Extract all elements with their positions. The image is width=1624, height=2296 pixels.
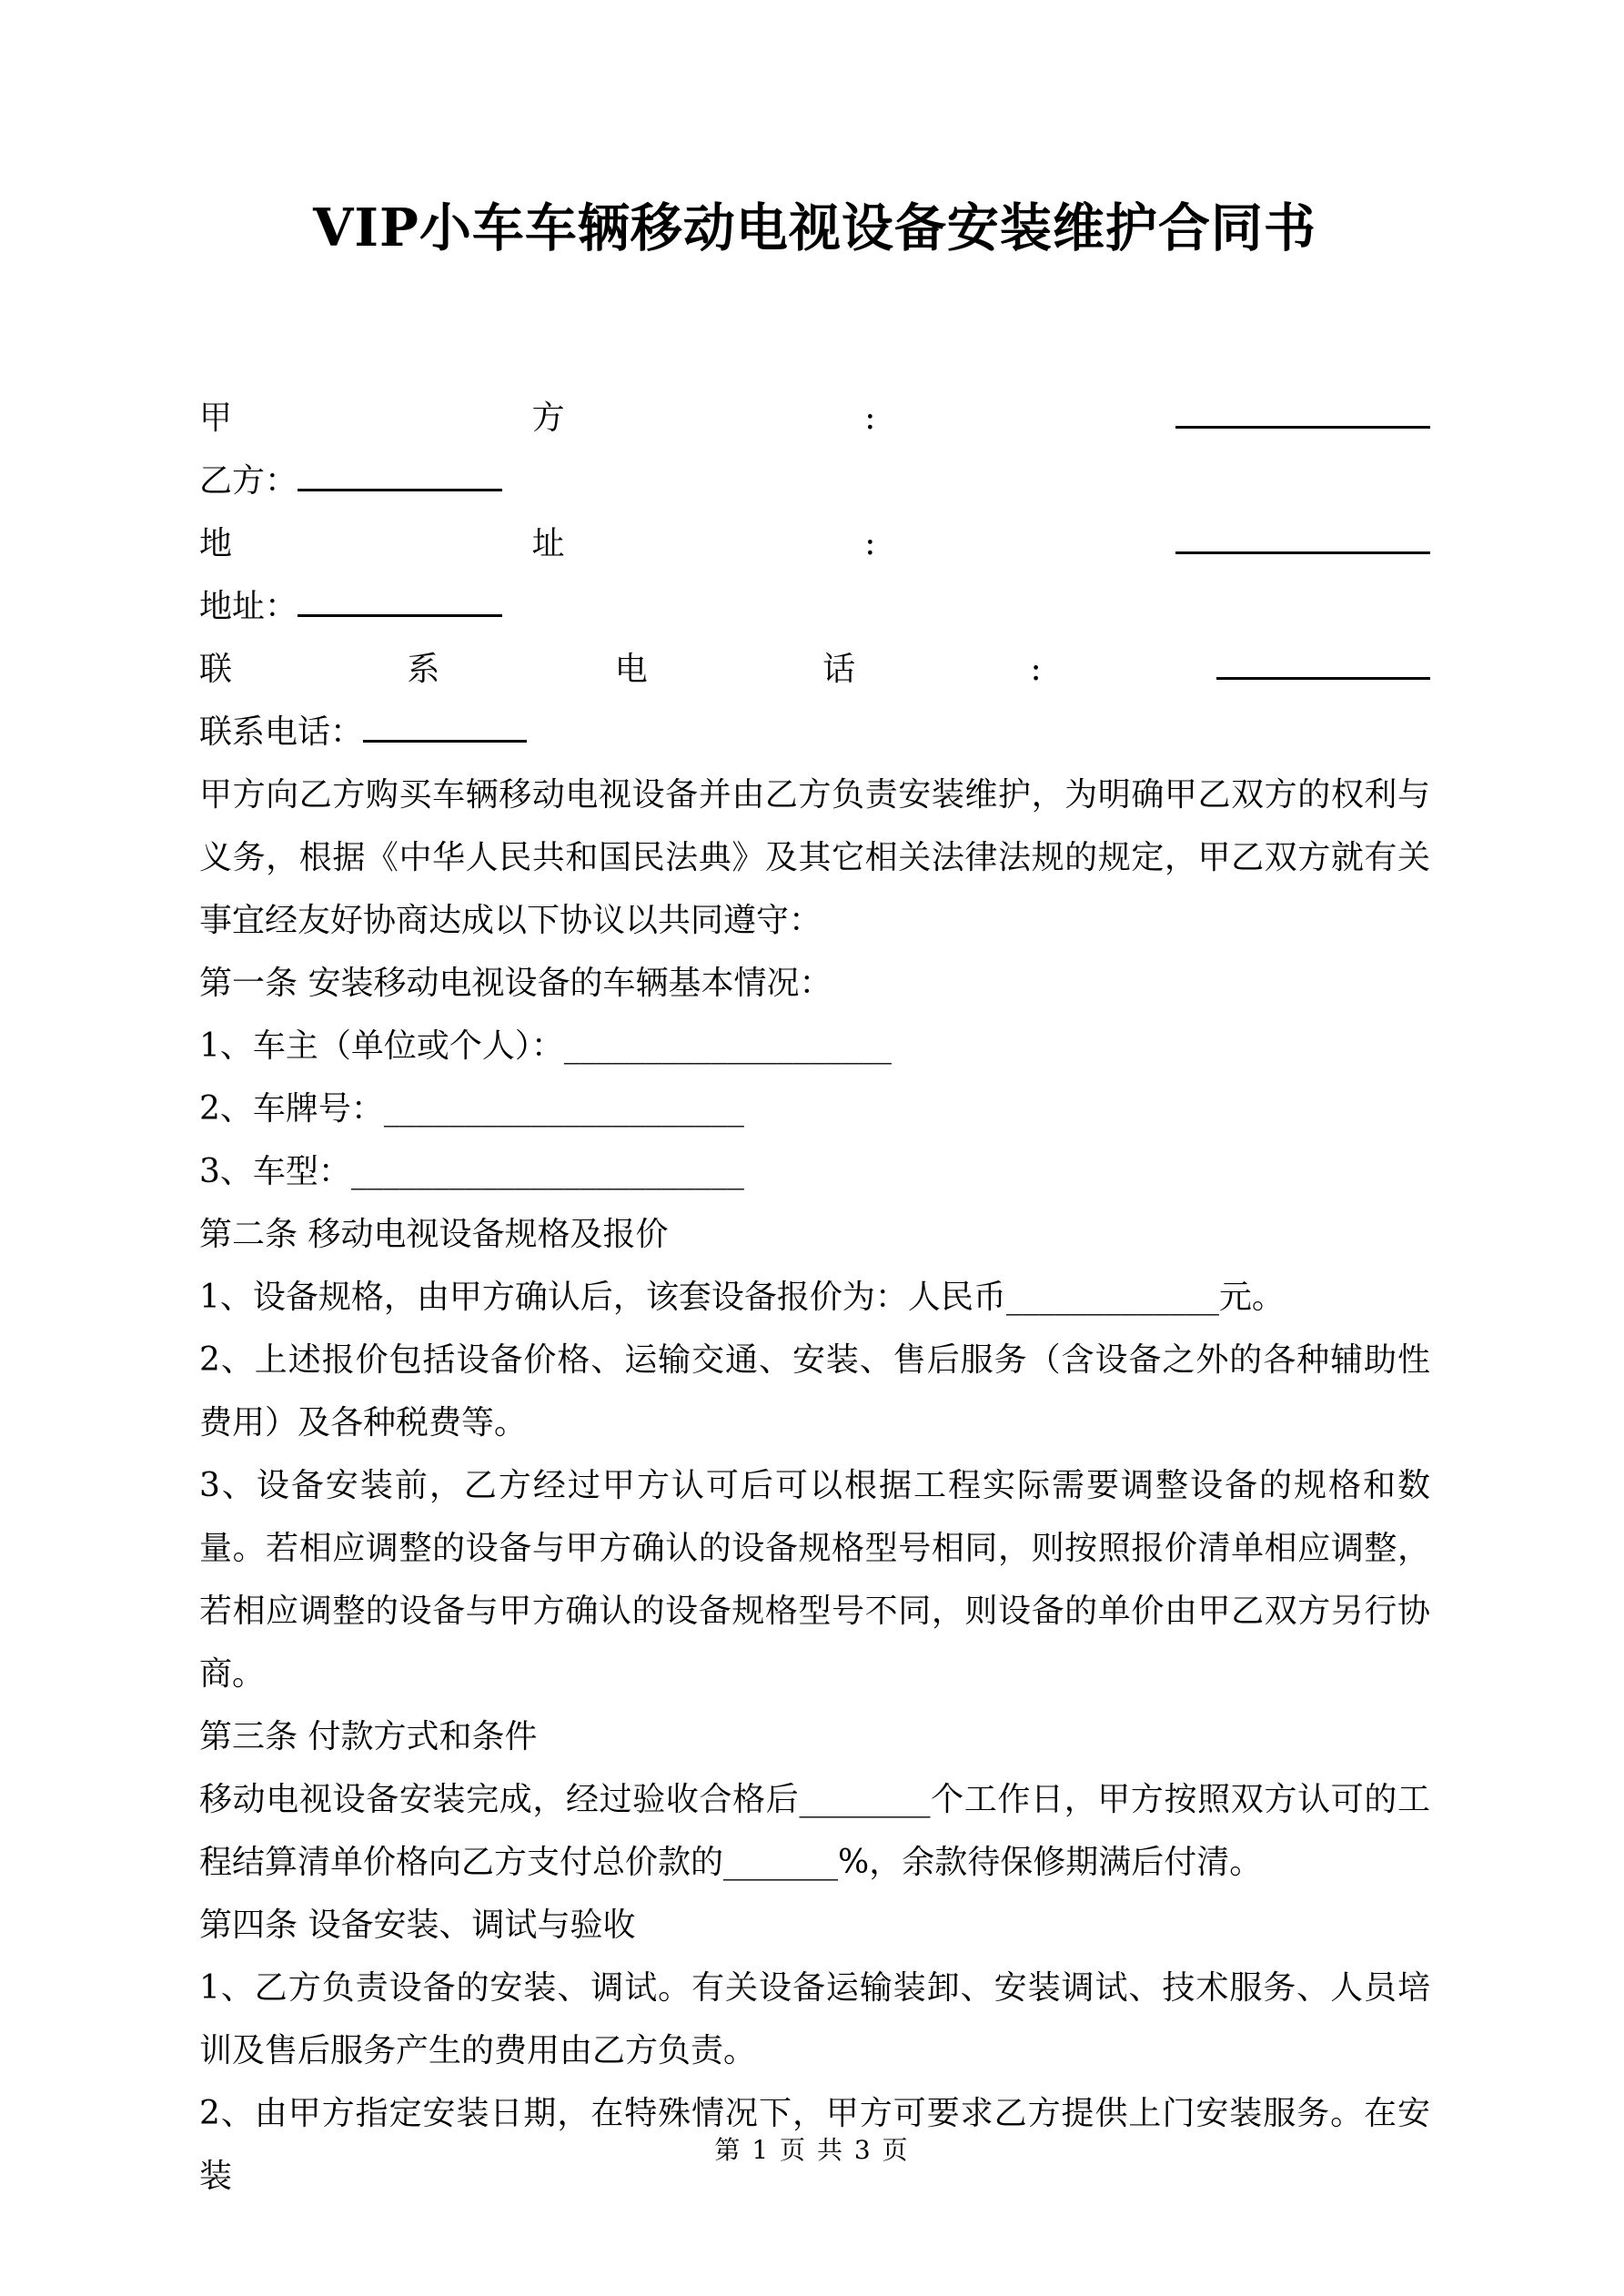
- clause-4-item-1: 1、乙方负责设备的安装、调试。有关设备运输装卸、安装调试、技术服务、人员培训及售后服务产生的费用由乙方负责。: [199, 1969, 1430, 2069]
- phone-a-char: 话: [822, 651, 856, 688]
- party-a-char: 甲: [199, 400, 233, 437]
- phone-a-char: 联: [199, 651, 233, 688]
- party-line-address-a: [199, 512, 1430, 575]
- phone-a-blank-line: [1216, 674, 1430, 680]
- clause-3-heading: 第三条 付款方式和条件: [199, 1718, 538, 1755]
- address-b-label: 地址：: [199, 588, 298, 625]
- clause-1-item-model: 3、车型：________________________: [199, 1153, 744, 1190]
- address-a-char: 址: [531, 525, 565, 562]
- clause-1-heading: 第一条 安装移动电视设备的车辆基本情况：: [199, 965, 832, 1002]
- clause-2-heading: 第二条 移动电视设备规格及报价: [199, 1216, 669, 1253]
- clause-4-heading: 第四条 设备安装、调试与验收: [199, 1907, 636, 1944]
- phone-a-colon: :: [1030, 651, 1042, 688]
- party-a-colon: :: [864, 400, 876, 437]
- page-number-footer: 第 1 页 共 3 页: [714, 2135, 910, 2165]
- address-a-blank-line: [1175, 549, 1430, 554]
- clause-2-item-1: 1、设备规格，由甲方确认后，该套设备报价为：人民币_____________元。: [199, 1279, 1285, 1316]
- phone-a-char: 电: [614, 651, 648, 688]
- party-line-phone-a: [199, 638, 1430, 701]
- party-line-phone-b: [199, 701, 1430, 764]
- party-b-label: 乙方：: [199, 462, 298, 500]
- clause-3-body: 移动电视设备安装完成，经过验收合格后________个工作日，甲方按照双方认可的工程结算清单价格向乙方支付总价款的_______%，余款待保修期满后付清。: [199, 1781, 1430, 1881]
- party-line-party-a: [199, 387, 1430, 450]
- party-a-char: 方: [531, 400, 565, 437]
- clause-2-item-2: 2、上述报价包括设备价格、运输交通、安装、售后服务（含设备之外的各种辅助性费用）及各种税费等。: [199, 1341, 1430, 1441]
- address-a-colon: :: [864, 525, 876, 562]
- party-line-address-b: [199, 575, 1430, 638]
- clause-1-item-plate: 2、车牌号：______________________: [199, 1090, 744, 1128]
- clause-1-item-owner: 1、车主（单位或个人）：____________________: [199, 1027, 892, 1065]
- phone-a-char: 系: [407, 651, 440, 688]
- contract-body: [199, 764, 1430, 2208]
- preamble-paragraph: 甲方向乙方购买车辆移动电视设备并由乙方负责安装维护，为明确甲乙双方的权利与义务，根据《中华人民共和国民法典》及其它相关法律法规的规定，甲乙双方就有关事宜经友好协商达成以下协议以共同遵守：: [199, 776, 1430, 939]
- party-info-block: [199, 387, 1430, 764]
- party-a-blank-line: [1175, 423, 1430, 429]
- address-a-char: 地: [199, 525, 233, 562]
- party-b-blank-line: [298, 486, 502, 491]
- address-b-blank-line: [298, 612, 502, 617]
- clause-4-item-2: 2、由甲方指定安装日期，在特殊情况下，甲方可要求乙方提供上门安装服务。在安装: [199, 2095, 1430, 2195]
- phone-b-blank-line: [363, 737, 527, 743]
- clause-2-item-3: 3、设备安装前，乙方经过甲方认可后可以根据工程实际需要调整设备的规格和数量。若相应调整的设备与甲方确认的设备规格型号相同，则按照报价清单相应调整，若相应调整的设备与甲方确认的设备规格型号不同，则设备的单价由甲乙双方另行协商。: [199, 1467, 1430, 1693]
- phone-b-label: 联系电话：: [199, 713, 364, 751]
- party-line-party-b: [199, 450, 1430, 512]
- document-title: VIP小车车辆移动电视设备安装维护合同书: [313, 197, 1316, 258]
